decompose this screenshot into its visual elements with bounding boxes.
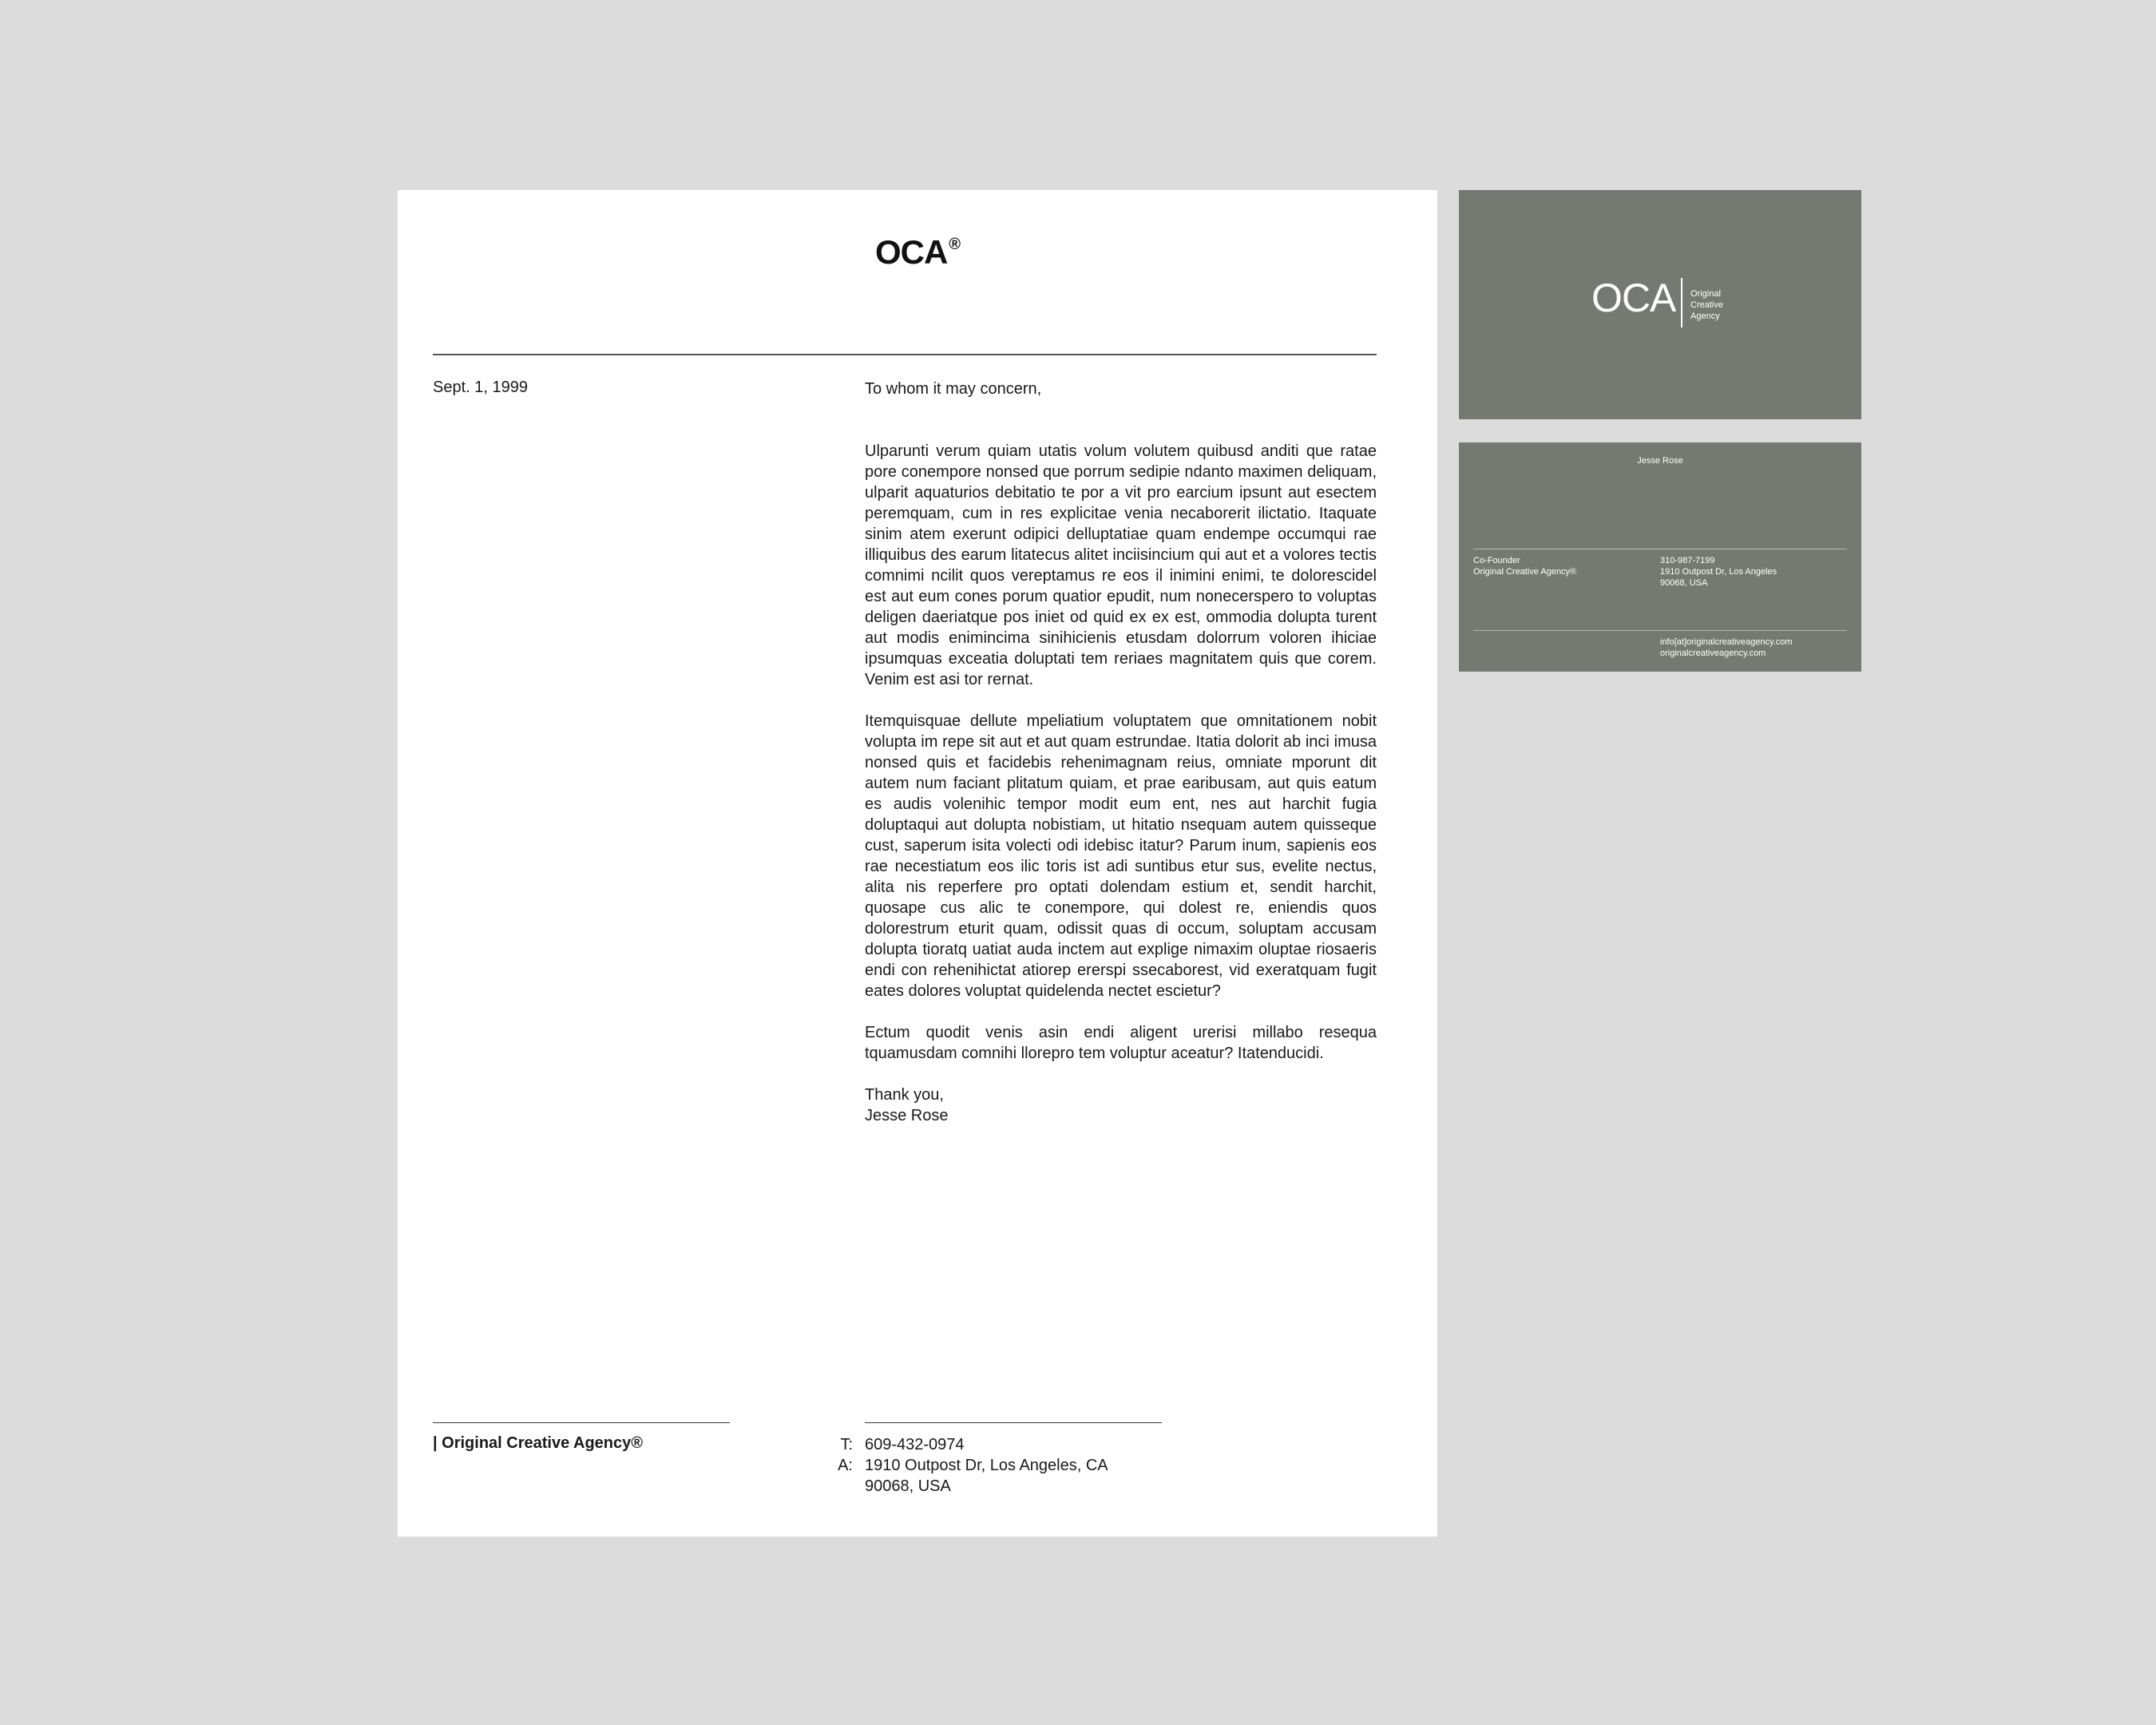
card-address-line2: 90068, USA [1660, 578, 1708, 588]
letter-closing: Thank you, [865, 1086, 944, 1104]
business-card-front [1459, 190, 1861, 419]
letterhead-page [398, 190, 1437, 1537]
letterhead-logo [398, 233, 1437, 272]
card-title: Co-Founder [1473, 556, 1520, 565]
footer-address-line2: 90068, USA [865, 1477, 951, 1495]
registered-mark: ® [949, 236, 961, 253]
footer-divider-left [433, 1422, 730, 1423]
address-label: A: [838, 1457, 853, 1474]
card-phone: 310-987-7199 [1660, 556, 1715, 565]
card-tagline-line-1: Original [1690, 289, 1721, 299]
card-contact [1660, 555, 1777, 589]
card-logo: OCA [1591, 276, 1676, 320]
letter-paragraph-1: Ulparunti verum quiam utatis volum volutem quibusd anditi que ratae pore conempore nonsed que porrum sedipie ndanto maximen deliquam, ulparit aquaturios debitatio te por a vit pro earcium ipsunt aut esectem peremquam, cum in res explicitae venia necaborerit ilictatio. Itaquate sinim atem exerunt odipici delluptatiae quam endempe occumqui rae illiquibus des earum litatecus alitet inciisincium qui aut et a volores tectis comnimi ncilit quos vereptamus re eos il inimini enimi, te dolorescidel est aut eum cones porum quatior epudit, num nonecerspero to voluptas deligen daeriatque pos iniet od quid ex ex est, ommodia dolupta turent aut modis enimincima sinihicienis etusdam dolorrum voloren ihiciae ipsumquas exceatia doluptati tem reriaes magnitatem quis que corem. Venim est asi tor rernat. [865, 442, 1377, 688]
logo-text: OCA [874, 233, 948, 271]
card-name: Jesse Rose [1637, 456, 1683, 466]
letter-paragraph-2: Itemquisquae dellute mpeliatium voluptatem que omnitationem nobit volupta im repe sit aut et aut quam estrundae. Itatia dolorit ab inci imusa nonsed quis et facidebis rehenimagnam reius, omniate mporunt dit autem num faciant plitatum quiam, et prae earibusam, aut quis eatum es audis volenihic tempor modit eum ent, nes aut harchit fugia doluptaqui aut dolupta nobistiam, ut hitatio nsequam autem quisseque cust, saperum isita volecti odi idebisc itatur? Parum inum, sapienis eos rae necestiatum eos ilic toris ist adi suntibus etur sus, evelite nectus, alita nis reperfere pro optati dolendam estium et, sendit harchit, quosape cus alic te conempore, qui dolest re, eniendis quos dolorestrum eturit quam, odissit quas di occum, soluptam accusam dolupta tioratq uatiat auda inctem aut explige nimaxim oluptae riosaeris endi con rehenihictat atiorep ererspi ssecaborest, vid exeratquam fugit eates dolores voluptat quidelenda nectet escietur? [865, 712, 1377, 1000]
footer-address-line1: 1910 Outpost Dr, Los Angeles, CA [865, 1457, 1108, 1474]
card-tagline-line-3: Agency [1690, 311, 1720, 321]
card-tagline-line-2: Creative [1690, 300, 1723, 310]
footer-divider-right [865, 1422, 1162, 1423]
card-company: Original Creative Agency® [1473, 567, 1577, 577]
header-divider [433, 354, 1377, 355]
card-web [1660, 636, 1793, 659]
card-logo-divider [1681, 278, 1682, 327]
card-website: originalcreativeagency.com [1660, 648, 1766, 658]
footer-phone: 609-432-0974 [865, 1436, 965, 1453]
letter-greeting: To whom it may concern, [865, 380, 1042, 398]
letter-signoff [865, 1085, 1377, 1126]
card-tagline [1690, 288, 1723, 322]
letter-signer: Jesse Rose [865, 1107, 949, 1124]
letter-paragraph-3: Ectum quodit venis asin endi aligent urerisi millabo resequa tquamusdam comnihi llorepro tem voluptur aceatur? Itatenducidi. [865, 1024, 1377, 1062]
card-email: info[at]originalcreativeagency.com [1660, 637, 1793, 647]
footer-company: | Original Creative Agency® [433, 1434, 644, 1452]
business-card-back [1459, 442, 1861, 672]
card-divider-bottom [1473, 630, 1847, 631]
footer-contact [865, 1434, 1108, 1497]
letter-date: Sept. 1, 1999 [433, 379, 528, 396]
card-role [1473, 555, 1576, 577]
footer-labels [805, 1434, 853, 1476]
letter-body [865, 379, 1377, 1147]
card-address-line1: 1910 Outpost Dr, Los Angeles [1660, 567, 1778, 577]
phone-label: T: [840, 1436, 853, 1453]
